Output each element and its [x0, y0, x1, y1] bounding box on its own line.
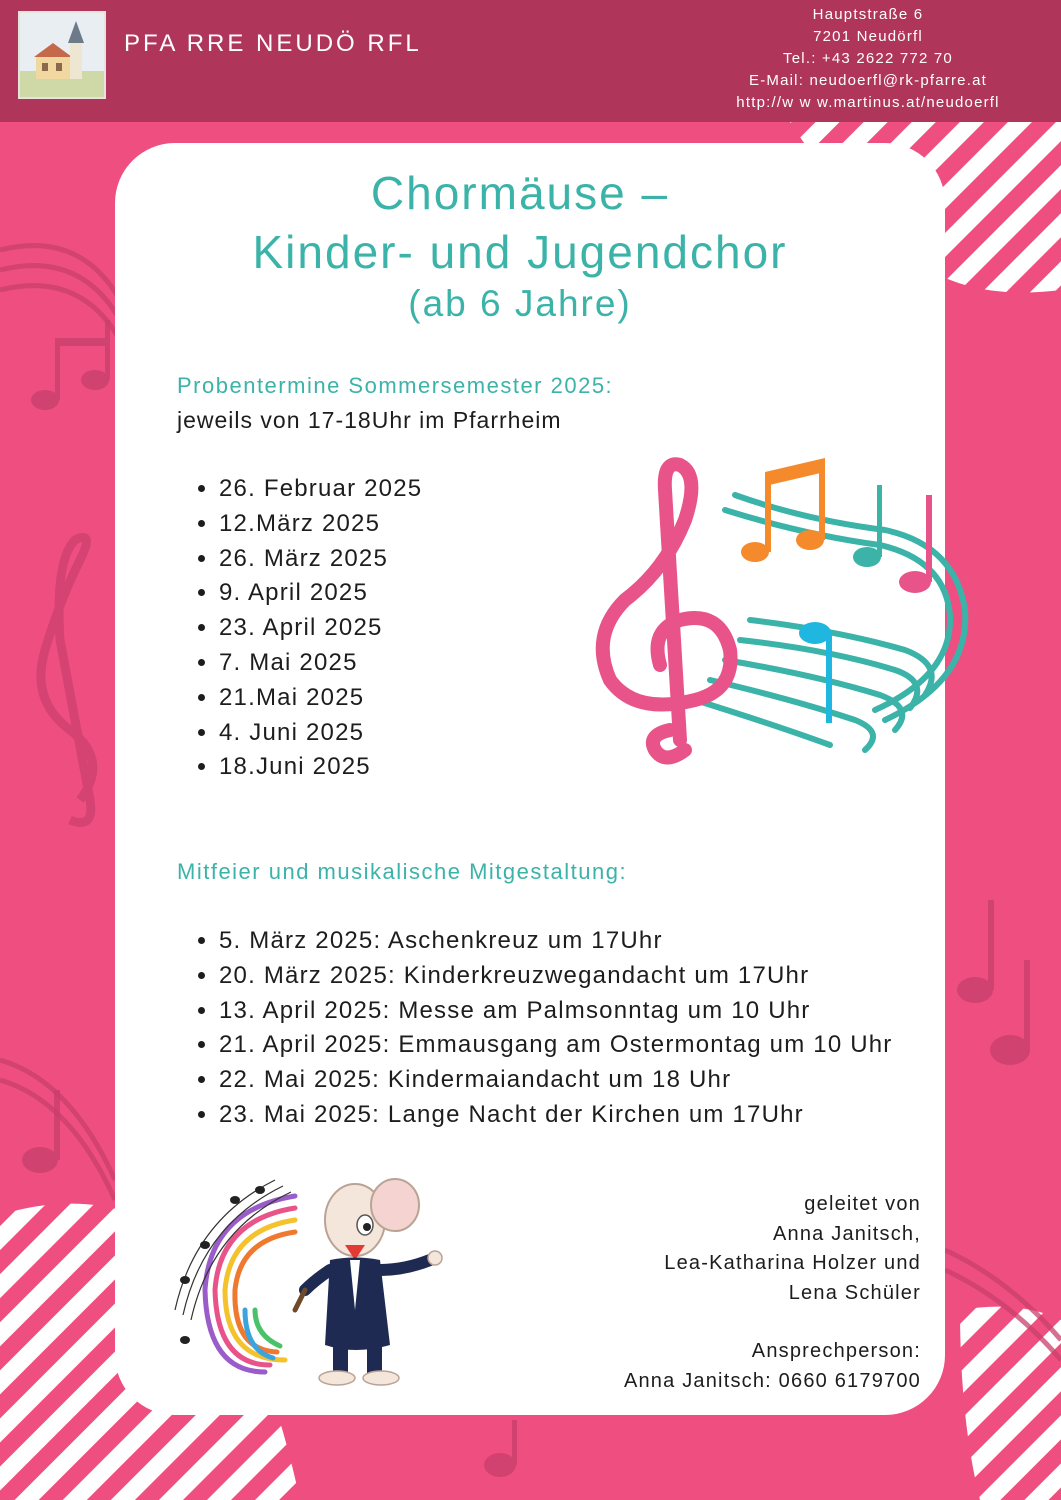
credits-name: Lea-Katharina Holzer und: [664, 1252, 921, 1274]
title-line-1: Chormäuse –: [370, 167, 670, 219]
address-street: Hauptstraße 6: [812, 6, 924, 23]
treble-clef-with-notes: [585, 450, 985, 770]
title-line-2: Kinder- und Jugendchor: [252, 226, 788, 278]
rehearsals-subheading: jeweils von 17-18Uhr im Pfarrheim: [177, 407, 562, 433]
list-item: • 26. Februar 2025: [219, 472, 422, 507]
list-item: • 4. Juni 2025: [219, 716, 422, 751]
header-bar: [0, 0, 1061, 122]
email-address: E-Mail: neudoerfl@rk-pfarre.at: [749, 72, 987, 89]
title-age-note: (ab 6 Jahre): [408, 283, 632, 324]
credits-name: Lena Schüler: [788, 1281, 921, 1304]
spacer: [561, 1308, 921, 1337]
list-item: • 26. März 2025: [219, 542, 422, 577]
credits-block: [561, 1190, 921, 1396]
rehearsals-heading: Probentermine Sommersemester 2025:: [177, 373, 614, 398]
list-item: • 22. Mai 2025: Kindermaiandacht um 18 Uhr: [219, 1063, 893, 1098]
list-item: • 12.März 2025: [219, 507, 422, 542]
address-city: 7201 Neudörfl: [813, 28, 923, 45]
credits-name: Anna Janitsch,: [773, 1222, 921, 1245]
list-item: • 21. April 2025: Emmausgang am Ostermontag um 10 Uhr: [219, 1028, 893, 1063]
list-item: • 23. April 2025: [219, 611, 422, 646]
list-item: • 7. Mai 2025: [219, 646, 422, 681]
list-item: • 13. April 2025: Messe am Palmsonntag um 10 Uhr: [219, 994, 893, 1029]
list-item: • 9. April 2025: [219, 576, 422, 611]
list-item: • 5. März 2025: Aschenkreuz um 17Uhr: [219, 924, 893, 959]
page-title: [115, 164, 925, 326]
list-item: • 20. März 2025: Kinderkreuzwegandacht um 17Uhr: [219, 959, 893, 994]
contact-person-label: Ansprechperson:: [751, 1340, 921, 1362]
list-item: • 23. Mai 2025: Lange Nacht der Kirchen um 17Uhr: [219, 1098, 893, 1133]
website-url: http://w w w.martinus.at/neudoerfl: [736, 94, 1000, 111]
contact-block: [703, 4, 1033, 114]
parish-name: PFA RRE NEUDÖ RFL: [124, 30, 422, 57]
phone-number: Tel.: +43 2622 772 70: [783, 50, 953, 67]
events-heading: Mitfeier und musikalische Mitgestaltung:: [177, 859, 628, 884]
credits-intro: geleitet von: [804, 1193, 921, 1215]
event-list: [196, 924, 893, 1133]
rehearsal-date-list: [196, 472, 422, 785]
contact-person-phone: Anna Janitsch: 0660 6179700: [623, 1369, 921, 1392]
church-logo: [18, 11, 106, 99]
list-item: • 21.Mai 2025: [219, 681, 422, 716]
list-item: • 18.Juni 2025: [219, 750, 422, 785]
conductor-mouse-with-rainbow-staff: [155, 1160, 445, 1395]
